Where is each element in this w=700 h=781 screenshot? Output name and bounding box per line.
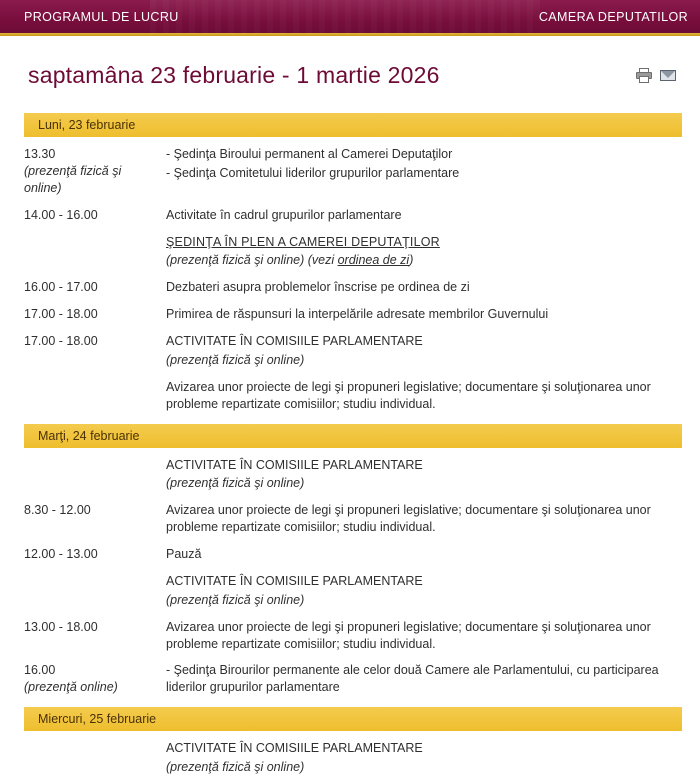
header-institution-name: CAMERA DEPUTATILOR <box>538 9 688 24</box>
site-header-bar <box>0 0 700 33</box>
schedule-text: - Şedinţa Biroului permanent al Camerei Deputaţilor <box>166 147 453 161</box>
schedule-row <box>24 202 682 229</box>
schedule-text: Primirea de răspunsuri la interpelările adresate membrilor Guvernului <box>166 307 549 322</box>
schedule-time: 17.00 - 18.00 <box>24 334 98 348</box>
schedule-time: 17.00 - 18.00 <box>24 307 98 322</box>
page-content <box>0 36 700 781</box>
schedule-time: 12.00 - 13.00 <box>24 547 98 561</box>
schedule-text: Pauză <box>166 547 202 561</box>
schedule-text: ACTIVITATE ÎN COMISIILE PARLAMENTARE <box>166 334 423 348</box>
day-header: Marţi, 24 februarie <box>24 424 682 448</box>
schedule-row <box>24 541 682 568</box>
schedule-attendance-note-with-link: (prezenţă fizică şi online) (vezi ordinea de zi) <box>166 253 414 268</box>
schedule-time-cell <box>24 328 166 374</box>
schedule-text: ACTIVITATE ÎN COMISIILE PARLAMENTARE <box>166 741 423 756</box>
schedule-description-cell <box>166 301 682 328</box>
day-schedule-table <box>24 452 682 702</box>
schedule-time-cell <box>24 374 166 418</box>
schedule-description-cell <box>166 657 682 701</box>
schedule-time-cell <box>24 301 166 328</box>
weekly-schedule <box>24 113 682 781</box>
schedule-row <box>24 274 682 301</box>
day-schedule-table <box>24 141 682 418</box>
schedule-row <box>24 301 682 328</box>
schedule-row <box>24 614 682 658</box>
schedule-attendance-note: (prezenţă fizică şi online) <box>166 476 305 491</box>
schedule-row <box>24 735 682 781</box>
schedule-description-cell <box>166 229 682 275</box>
page-tools <box>636 68 676 83</box>
day-header: Luni, 23 februarie <box>24 113 682 137</box>
schedule-time-cell <box>24 141 166 202</box>
schedule-row <box>24 497 682 541</box>
schedule-time-note: (prezenţă fizică şi online) <box>24 163 122 195</box>
schedule-description-cell <box>166 497 682 541</box>
schedule-highlight-text: ŞEDINŢA ÎN PLEN A CAMEREI DEPUTAŢILOR <box>166 234 440 249</box>
schedule-row <box>24 328 682 374</box>
day-header: Miercuri, 25 februarie <box>24 707 682 731</box>
schedule-text: Activitate în cadrul grupurilor parlamentare <box>166 207 402 222</box>
schedule-description-cell <box>166 141 682 202</box>
schedule-time-cell <box>24 202 166 229</box>
schedule-text: ACTIVITATE ÎN COMISIILE PARLAMENTARE <box>166 573 423 588</box>
schedule-time: 16.00 <box>24 663 56 678</box>
page-title: saptamâna 23 februarie - 1 martie 2026 <box>28 62 440 88</box>
schedule-row <box>24 568 682 614</box>
schedule-time: 13.30 <box>24 147 56 161</box>
schedule-description-cell <box>166 541 682 568</box>
day-schedule-table <box>24 735 682 781</box>
schedule-text: - Şedinţa Comitetului liderilor grupurilor parlamentare <box>166 165 460 180</box>
schedule-text: Avizarea unor proiecte de legi şi propuneri legislative; documentare şi soluţionarea unor probleme repartizate comisiilor; studiu individual. <box>166 619 651 651</box>
schedule-text: - Şedinţa Birourilor permanente ale celor două Camere ale Parlamentului, cu participarea liderilor grupurilor parlamentare <box>166 663 659 695</box>
schedule-time-cell <box>24 541 166 568</box>
schedule-time: 8.30 - 12.00 <box>24 503 91 518</box>
schedule-time: 14.00 - 16.00 <box>24 207 98 222</box>
print-icon[interactable] <box>636 68 652 83</box>
schedule-description-cell <box>166 374 682 418</box>
schedule-text: Dezbateri asupra problemelor înscrise pe ordinea de zi <box>166 280 470 295</box>
schedule-description-cell <box>166 202 682 229</box>
mail-icon[interactable] <box>660 68 676 83</box>
schedule-row <box>24 141 682 202</box>
schedule-time-cell <box>24 229 166 275</box>
schedule-time-cell <box>24 497 166 541</box>
schedule-time: 13.00 - 18.00 <box>24 619 98 634</box>
schedule-description-cell <box>166 735 682 781</box>
schedule-time-note: (prezenţă online) <box>24 680 118 695</box>
schedule-text: Avizarea unor proiecte de legi şi propuneri legislative; documentare şi soluţionarea unor probleme repartizate comisiilor; studiu individual. <box>166 379 651 411</box>
ordinea-de-zi-link[interactable]: ordinea de zi <box>337 253 410 268</box>
schedule-attendance-note: (prezenţă fizică şi online) <box>166 592 305 607</box>
schedule-row <box>24 374 682 418</box>
schedule-description-cell <box>166 614 682 658</box>
schedule-text: Avizarea unor proiecte de legi şi propuneri legislative; documentare şi soluţionarea unor probleme repartizate comisiilor; studiu individual. <box>166 503 651 535</box>
schedule-time: 16.00 - 17.00 <box>24 280 98 295</box>
schedule-row <box>24 452 682 498</box>
schedule-time-cell <box>24 568 166 614</box>
schedule-time-cell <box>24 274 166 301</box>
schedule-time-cell <box>24 735 166 781</box>
schedule-row <box>24 229 682 275</box>
schedule-time-cell <box>24 657 166 701</box>
schedule-text: ACTIVITATE ÎN COMISIILE PARLAMENTARE <box>166 457 423 472</box>
schedule-description-cell <box>166 328 682 374</box>
schedule-row <box>24 657 682 701</box>
schedule-time-cell <box>24 614 166 658</box>
title-row <box>24 54 682 107</box>
schedule-description-cell <box>166 452 682 498</box>
schedule-attendance-note: (prezenţă fizică şi online) <box>166 352 305 367</box>
header-section-title: PROGRAMUL DE LUCRU <box>24 9 179 24</box>
schedule-time-cell <box>24 452 166 498</box>
schedule-description-cell <box>166 568 682 614</box>
schedule-attendance-note: (prezenţă fizică şi online) <box>166 760 305 774</box>
schedule-description-cell <box>166 274 682 301</box>
